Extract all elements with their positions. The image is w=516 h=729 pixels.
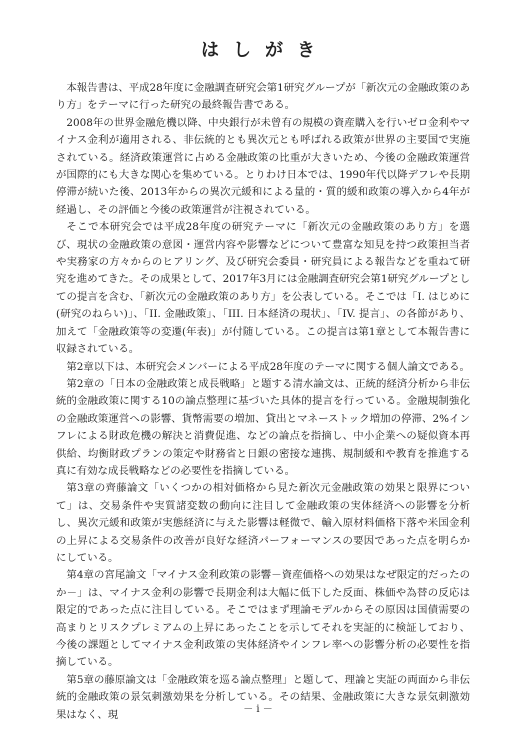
- paragraph: 第3章の齊藤論文「いくつかの相対価格から見た新次元金融政策の効果と限界について」は、交易条件や実質諸変数の動向に注目して金融政策の実体経済への影響を分析し、異次元緩和政策が実態経済に与えた影響は軽微で、輸入原材料価格下落や米国金利の上昇による交易条件の改善が良好な経済パーフォーマンスの要因であった点を明らかにしている。: [56, 482, 470, 564]
- paragraph: 第5章の藤原論文は「金融政策を巡る論点整理」と題して、理論と実証の両面から非伝統的金融政策の景気刺激効果を分析している。その結果、金融政策に大きな景気刺激効果はなく、現: [56, 673, 470, 721]
- paragraph: 2008年の世界金融危機以降、中央銀行が未曾有の規模の資産購入を行いゼロ金利やマイナス金利が適用される、非伝統的とも異次元とも呼ばれる政策が世界の主要国で実施されている。経済政策運営に占める金融政策の比重が大きいため、今後の金融政策運営が国際的にも大きな関心を集めている。とりわけ日本では、1990年代以降デフレや長期停滞が続いた後、2013年からの異次元緩和による量的・質的緩和政策の導入から4年が経過し、その評価と今後の政策運営が注視されている。: [56, 116, 470, 216]
- paragraph: 第2章以下は、本研究会メンバーによる平成28年度のテーマに関する個人論文である。: [66, 360, 470, 373]
- document-body: [56, 80, 470, 724]
- page-title: はしがき: [201, 40, 329, 61]
- paragraph: そこで本研究会では平成28年度の研究テーマに「新次元の金融政策のあり方」を選び、現状の金融政策の意図・運営内容や影響などについて豊富な知見を持つ政策担当者や実務家の方々からのヒアリング、及び研究会委員・研究員による報告などを重ねて研究を進めてきた。その成果として、2017年3月には金融調査研究会第1研究グループとしての提言を含む、「新次元の金融政策のあり方」を公表している。そこでは「I. はじめに(研究のねらい)」、「II. 金融政策」、「III. 日本経済の現状」、「IV. 提言」、の各節があり、加えて「金融政策等の変遷(年表)」が付随している。この提言は第1章として本報告書に収録されている。: [56, 221, 470, 356]
- page-number: － i －: [243, 704, 273, 715]
- paragraph: 本報告書は、平成28年度に金融調査研究会第1研究グループが「新次元の金融政策のあり方」をテーマに行った研究の最終報告書である。: [56, 82, 470, 112]
- paragraph: 第4章の宮尾論文「マイナス金利政策の影響－資産価格への効果はなぜ限定的だったのか－」は、マイナス金利の影響で長期金利は大幅に低下した反面、株価や為替の反応は限定的であった点に注目している。そこではまず理論モデルからその原因は国債需要の高まりとリスクプレミアムの上昇にあったことを示してそれを実証的に検証しており、今後の課題としてマイナス金利政策の実体経済やインフレ率への影響分析の必要性を指摘している。: [56, 569, 470, 669]
- paragraph: 第2章の「日本の金融政策と成長戦略」と題する清水論文は、正統的経済分析から非伝統的金融政策に関する10の論点整理に基づいた具体的提言を行っている。金融規制強化の金融政策運営への影響、貨幣需要の増加、貸出とマネーストック増加の停滞、2%インフレによる財政危機の解決と消費促進、などの論点を指摘し、中小企業への疑似資本再供給、均衡財政プランの策定や財務省と日銀の密接な連携、規制緩和や教育を推進する真に有効な成長戦略などの必要性を指摘している。: [56, 377, 470, 477]
